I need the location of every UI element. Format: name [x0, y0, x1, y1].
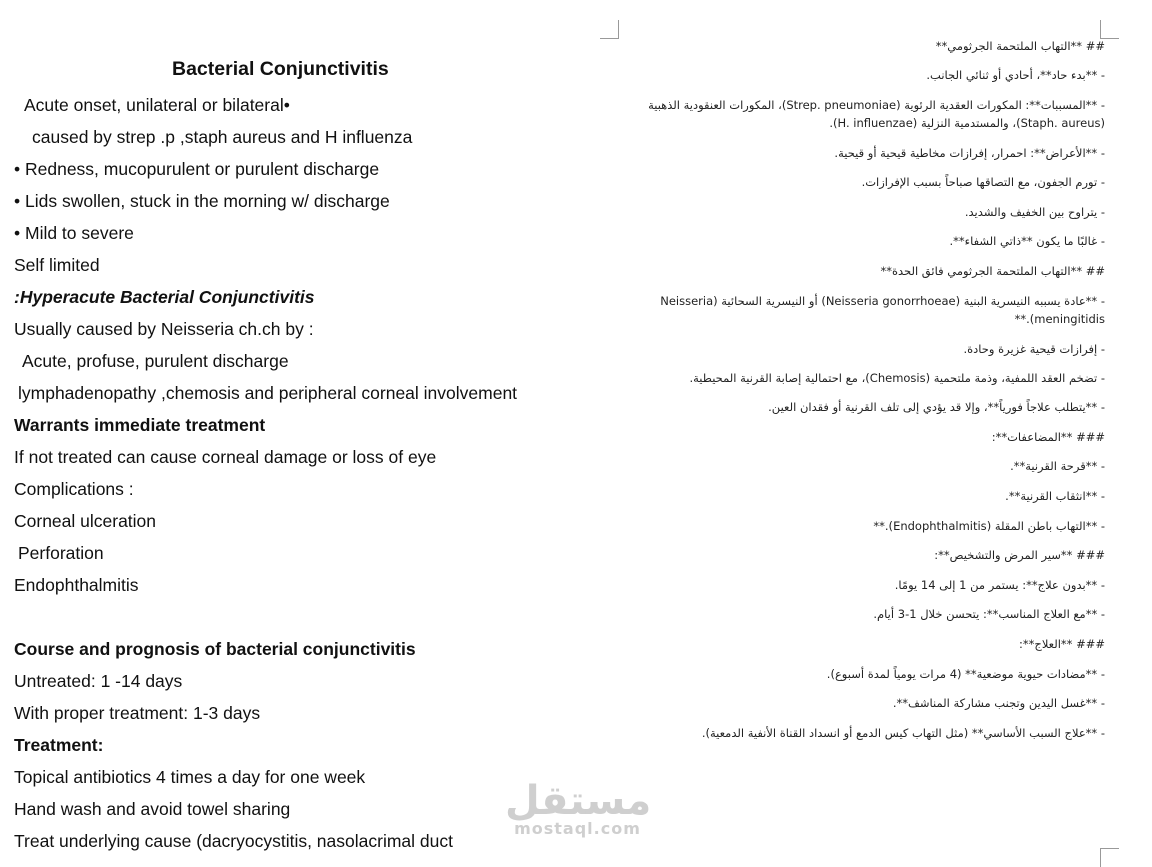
arabic-line: - **يتطلب علاجاً فورياً**، وإلا قد يؤدي إلى تلف القرنية أو فقدان العين.	[768, 400, 1105, 414]
page-corner-mark	[1100, 848, 1119, 867]
text-line: Topical antibiotics 4 times a day for one week	[14, 767, 366, 787]
arabic-line: - **المسببات**: المكورات العقدية الرئوية (Strep. pneumoniae)، المكورات العنقودية الذهبية (Staph. aureus)، والمستدمية النزلية (H. influenzae).	[648, 98, 1105, 130]
arabic-page	[600, 0, 1152, 864]
section-heading: :Hyperacute Bacterial Conjunctivitis	[14, 287, 315, 307]
text-line: Usually caused by Neisseria ch.ch by :	[14, 319, 314, 339]
text-line: Acute, profuse, purulent discharge	[22, 351, 289, 371]
arabic-line: - **غسل اليدين وتجنب مشاركة المناشف**.	[892, 696, 1105, 710]
arabic-line: - **مضادات حيوية موضعية** (4 مرات يومياً لمدة أسبوع).	[826, 667, 1105, 681]
text-line: Untreated: 1 -14 days	[14, 671, 183, 691]
section-heading: Treatment:	[14, 735, 104, 755]
arabic-line: - يتراوح بين الخفيف والشديد.	[964, 205, 1105, 219]
text-line: caused by strep .p ,staph aureus and H influenza	[32, 127, 413, 147]
text-line: lymphadenopathy ,chemosis and peripheral corneal involvement	[18, 383, 518, 403]
arabic-line: - **علاج السبب الأساسي** (مثل التهاب كيس الدمع أو انسداد القناة الأنفية الدمعية).	[701, 726, 1105, 740]
arabic-line: - **بدون علاج**: يستمر من 1 إلى 14 يومًا.	[894, 578, 1105, 592]
text-line: Perforation	[18, 543, 104, 563]
watermark-arabic: مستقل	[505, 778, 652, 824]
text-line: Complications :	[14, 479, 134, 499]
arabic-line: - إفرازات قيحية غزيرة وحادة.	[963, 342, 1105, 356]
text-line: Acute onset, unilateral or bilateral•	[24, 95, 290, 115]
page-corner-mark	[600, 20, 619, 39]
arabic-line: ### **سير المرض والتشخيص**:	[934, 548, 1105, 562]
bullet-line: • Redness, mucopurulent or purulent discharge	[14, 159, 380, 179]
text-line: Corneal ulceration	[14, 511, 157, 531]
arabic-line: - **عادة يسببه النيسرية البنية (Neisseria gonorrhoeae) أو النيسرية السحائية (Neisseria meningitidis).**	[660, 294, 1105, 326]
arabic-line: - تضخم العقد اللمفية، وذمة ملتحمية (Chemosis)، مع احتمالية إصابة القرنية المحيطية.	[689, 371, 1105, 385]
page-title: Bacterial Conjunctivitis	[172, 58, 389, 80]
text-line: Self limited	[14, 255, 100, 275]
arabic-line: ## **التهاب الملتحمة الجرثومي فائق الحدة**	[880, 264, 1105, 278]
arabic-line: ### **المضاعفات**:	[991, 430, 1105, 444]
arabic-line: ## **التهاب الملتحمة الجرثومي**	[935, 39, 1105, 53]
arabic-line: - غالبًا ما يكون **ذاتي الشفاء**.	[949, 234, 1105, 248]
arabic-line: - **انثقاب القرنية**.	[1005, 489, 1105, 503]
watermark-latin: mostaql.com	[514, 819, 641, 838]
arabic-line: - **قرحة القرنية**.	[1010, 459, 1105, 473]
mostaql-watermark	[505, 777, 650, 838]
bullet-line: • Mild to severe	[14, 223, 134, 243]
text-line: With proper treatment: 1-3 days	[14, 703, 261, 723]
section-heading: Warrants immediate treatment	[14, 415, 266, 435]
text-line: Hand wash and avoid towel sharing	[14, 799, 291, 819]
arabic-line: - **الأعراض**: احمرار، إفرازات مخاطية قيحية أو قيحية.	[834, 146, 1105, 160]
arabic-line: - تورم الجفون، مع التصاقها صباحاً بسبب الإفرازات.	[861, 175, 1105, 189]
text-line: Endophthalmitis	[14, 575, 139, 595]
text-line: If not treated can cause corneal damage or loss of eye	[14, 447, 437, 467]
section-heading: Course and prognosis of bacterial conjunctivitis	[14, 639, 416, 659]
arabic-line: - **مع العلاج المناسب**: يتحسن خلال 1-3 أيام.	[873, 607, 1105, 621]
bullet-line: • Lids swollen, stuck in the morning w/ discharge	[14, 191, 390, 211]
arabic-line: - **بدء حاد**، أحادي أو ثنائي الجانب.	[926, 68, 1105, 82]
text-line: Treat underlying cause (dacryocystitis, nasolacrimal duct	[14, 831, 453, 851]
arabic-line: - **التهاب باطن المقلة (Endophthalmitis).**	[873, 519, 1105, 533]
arabic-line: ### **العلاج**:	[1019, 637, 1105, 651]
